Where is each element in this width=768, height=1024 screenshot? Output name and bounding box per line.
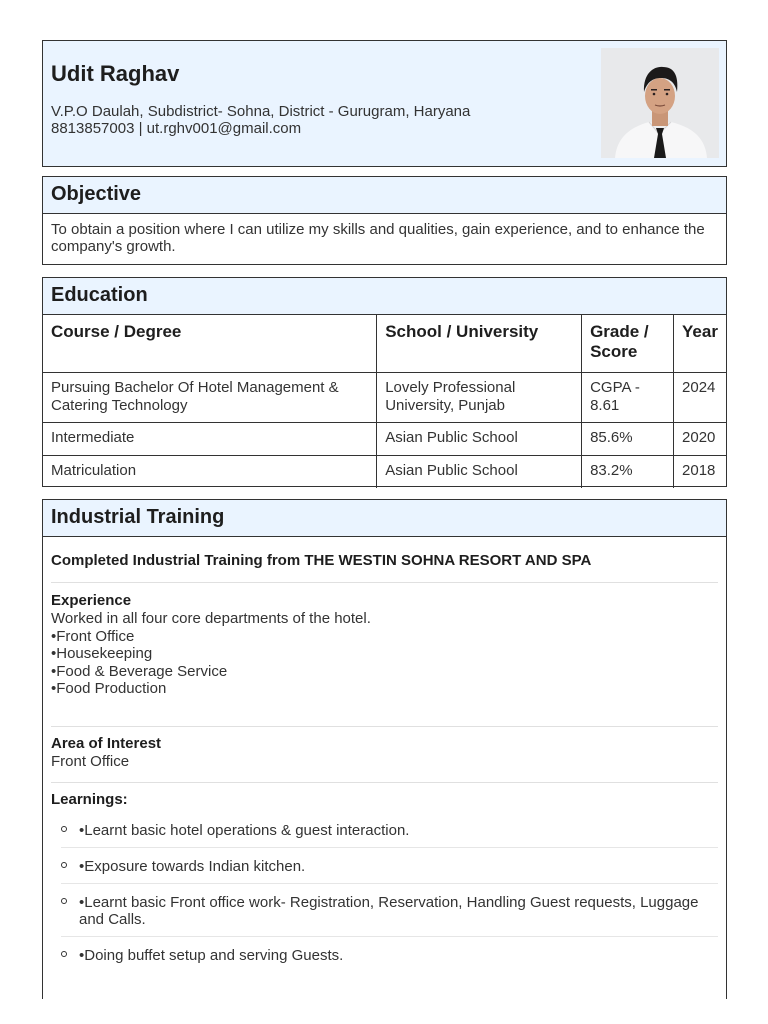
learning-text: •Doing buffet setup and serving Guests.: [79, 947, 344, 964]
experience-block: [51, 583, 718, 727]
learnings-title: Learnings:: [51, 791, 128, 808]
candidate-name: Udit Raghav: [51, 61, 180, 86]
interest-title: Area of Interest: [51, 735, 162, 752]
training-summary: Completed Industrial Training from THE WESTIN SOHNA RESORT AND SPA: [51, 537, 718, 583]
circle-bullet-icon: [61, 862, 67, 868]
learnings-list: [61, 819, 718, 972]
experience-line: •Housekeeping: [51, 645, 153, 662]
address: V.P.O Daulah, Subdistrict- Sohna, District - Gurugram, Haryana: [51, 103, 471, 120]
interest-value: Front Office: [51, 753, 130, 770]
table-header-row: [43, 315, 726, 372]
interest-block: [51, 727, 718, 783]
list-item: [61, 937, 718, 972]
list-item: [61, 848, 718, 884]
school-cell: Asian Public School: [377, 422, 582, 455]
phone-email: 8813857003 | ut.rghv001@gmail.com: [51, 120, 302, 137]
year-cell: 2018: [682, 461, 716, 479]
course-cell: Pursuing Bachelor Of Hotel Management & Catering Technology: [43, 372, 377, 422]
course-cell: Intermediate: [43, 422, 377, 455]
list-item: [61, 884, 718, 937]
profile-photo-graphic: [601, 48, 719, 158]
objective-text: To obtain a position where I can utilize my skills and qualities, gain experience, and to enhance the company's growth.: [51, 221, 705, 255]
grade-cell: 83.2%: [582, 455, 674, 488]
circle-bullet-icon: [61, 951, 67, 957]
circle-bullet-icon: [61, 826, 67, 832]
learning-text: •Learnt basic Front office work- Registration, Reservation, Handling Guest requests, Luggage and Calls.: [79, 894, 699, 928]
list-item: [61, 819, 718, 848]
objective-section: [42, 176, 727, 265]
education-heading: Education: [43, 278, 726, 315]
training-body: [43, 537, 726, 972]
learning-text: •Exposure towards Indian kitchen.: [79, 858, 306, 875]
profile-photo: [601, 48, 719, 158]
experience-line: •Front Office: [51, 627, 135, 645]
resume-header: [42, 40, 727, 167]
course-cell: Matriculation: [43, 455, 377, 488]
col-header-grade: Grade / Score: [582, 315, 674, 372]
circle-bullet-icon: [61, 898, 67, 904]
learnings-block: [51, 783, 718, 972]
col-header-course: Course / Degree: [43, 315, 377, 372]
grade-cell: 85.6%: [582, 422, 674, 455]
experience-line: Worked in all four core departments of the hotel.: [51, 610, 371, 627]
col-header-year: Year: [674, 315, 726, 372]
learning-text: •Learnt basic hotel operations & guest interaction.: [79, 822, 410, 839]
year-cell: 2020: [674, 422, 726, 455]
industrial-training-section: [42, 499, 727, 999]
table-row: [43, 455, 726, 488]
grade-cell: CGPA - 8.61: [582, 372, 674, 422]
education-section: [42, 277, 727, 487]
school-cell: Asian Public School: [377, 455, 582, 488]
training-heading: Industrial Training: [43, 500, 726, 537]
education-table: [43, 315, 726, 488]
objective-heading: Objective: [43, 177, 726, 214]
col-header-school: School / University: [377, 315, 582, 372]
year-cell: 2024: [674, 372, 726, 422]
table-row: [43, 372, 726, 422]
experience-title: Experience: [51, 592, 132, 609]
school-cell: Lovely Professional University, Punjab: [377, 372, 582, 422]
experience-line: •Food & Beverage Service: [51, 662, 228, 680]
table-row: [43, 422, 726, 455]
contact-block: [51, 103, 470, 137]
experience-line: •Food Production: [51, 680, 167, 697]
